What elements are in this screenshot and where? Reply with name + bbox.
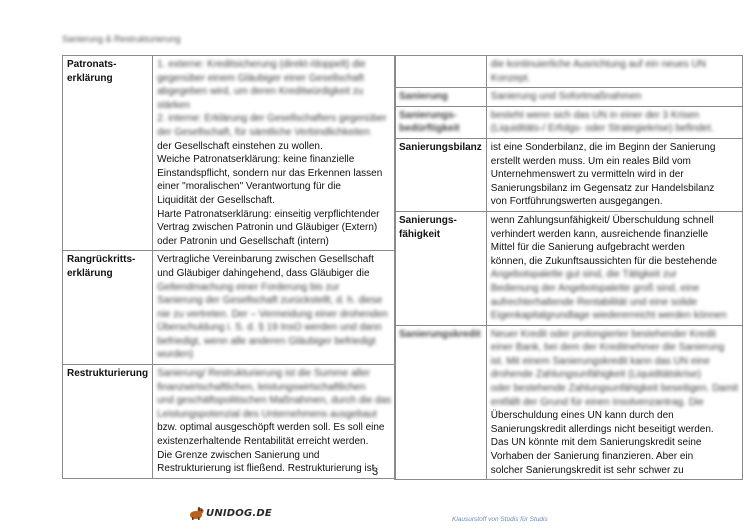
definition-line: Vertrag zwischen Patronin und Gläubiger (Extern) [157,222,378,234]
definition-line: Sanierungskredit allerdings nicht beseitigt werden. [490,423,714,435]
definition-line: ist. Mit einem Sanierungskredit kann das UN eine [490,355,710,367]
definition-line: nie zu vertreten. Der – Vermeidung einer drohenden [157,308,388,320]
definition-line: 1. externe: Kreditsicherung (direkt-/doppelt) die [157,59,366,70]
term-cell: Patronats-erklärung [63,56,153,251]
term-cell: Sanierungs-fähigkeit [395,211,487,325]
definition-line: abgegeben wird, um deren Kreditwürdigkeit zu [157,86,364,98]
definition-line: Sanierung der Gesellschaft zurückstellt, d. h. diese [157,295,383,307]
definition-line: wenn Zahlungsunfähigkeit/ Überschuldung schnell [490,214,714,226]
term-cell: Sanierungs-bedürftigkeit [395,106,487,138]
definition-line: gegenüber einem Gläubiger einer Gesellschaft [157,72,364,84]
term-cell: Rangrückritts-erklärung [63,251,153,365]
definition-line: Neuer Kredit oder prolongierter bestehender Kredit [490,328,716,340]
glossary-row [395,138,743,211]
definition-line: Harte Patronatserklärung: einseitig verpflichtender [157,208,380,220]
definition-line: Weiche Patronatserklärung: keine finanzielle [157,154,355,166]
dog-icon [188,506,204,520]
definition-line: ist eine Sonderbilanz, die im Beginn der Sanierung [490,141,716,153]
definition-line: besteht wenn sich das UN in einer der 3 Krisen [490,109,700,121]
definition-line: Liquidität der Gesellschaft. [157,194,275,206]
definition-line: solcher Sanierungskredit ist sehr schwer zu [490,464,684,476]
definition-line: Angebotspalette gut sind, die Tätigkeit zur [490,269,677,281]
definition-line: von Fortführungswerten ausgegangen. [490,196,663,208]
term-cell: Sanierung [395,88,487,107]
definition-line: einer Bank, bei dem der Kreditnehmer die Sanierung [490,342,725,354]
glossary-row [63,56,396,251]
definition-line: oder bestehende Zahlungsunfähigkeit beseitigen. Damit [490,383,739,395]
definition-line: Leistungspotenzial des Unternehmens ausgebaut [157,408,377,420]
definition-line: und geschäftspolitischen Maßnahmen, durch die das [157,395,392,407]
definition-line: Das UN könnte mit dem Sanierungskredit seine [490,437,702,449]
definition-cell [486,106,742,138]
glossary-row [395,106,743,138]
definition-cell [486,325,742,480]
definition-line: befriedigt, wenn alle anderen Gläubiger befriedigt [157,335,376,347]
definition-line: Vorhaben der Sanierung finanzieren. Aber ein [490,451,694,463]
definition-line: Einstandspflicht, sondern nur das Erkennen lassen [157,167,383,179]
term-cell: Sanierungskredit [395,325,487,480]
definition-line: (Liquiditäts-/ Erfolgs- oder Strategiekrise) befindet. [490,123,714,135]
definition-line: Überschuldung eines UN kann durch den [490,410,674,422]
glossary-row [63,365,396,479]
definition-line: Konzept. [490,72,531,84]
definition-line: und Gläubiger dahingehend, dass Gläubiger die [157,267,370,279]
logo-text: UNIDOG.DE [206,507,272,519]
definition-line: bzw. optimal ausgeschöpft werden soll. Es soll eine [157,422,385,434]
definition-line: Geltendmachung einer Forderung bis zur [157,281,340,293]
definition-line: Sanierung/ Restrukturierung ist die Summe aller [157,368,371,380]
definition-cell [486,88,742,107]
definition-line: der Gesellschaft, für sämtliche Verbindlichkeiten [157,126,371,138]
glossary-table-right [394,55,743,480]
unidog-logo [188,506,272,520]
glossary-row [395,88,743,107]
term-cell: Restrukturierung [63,365,153,479]
running-header: Sanierung & Restrukturierung [62,34,181,44]
glossary-row [395,325,743,480]
definition-cell [153,56,396,251]
definition-line: Restrukturierung ist fließend. Restrukturierung ist [157,463,375,475]
definition-line: aufrechterhaltende Rentabilität und eine solide [490,296,698,308]
term-cell: Sanierungsbilanz [395,138,487,211]
definition-line: entfällt der Grund für einen Insolvenzantrag. Die [490,396,704,408]
definition-line: Die Grenze zwischen Sanierung und [157,449,320,461]
glossary-row [395,56,743,88]
definition-line: Bedienung der Angebotspalette groß sind, eine [490,282,700,294]
definition-line: wurden) [157,349,194,361]
footer-slogan: Klausurstoff von Studis für Studis [452,516,548,523]
definition-line: Überschuldung i. S. d. § 19 InsO werden und dann [157,322,382,334]
definition-cell [486,138,742,211]
definition-line: Unternehmenswert zu vermitteln wird in der [490,169,684,181]
glossary-row [63,251,396,365]
definition-line: stärken [157,99,190,111]
page-number: 3 [371,466,379,478]
definition-line: oder Patronin und Gesellschaft (intern) [157,235,329,247]
glossary-row [395,211,743,325]
definition-line: finanzwirtschaftlichen, leistungswirtschaftlichen [157,381,366,393]
definition-line: Sanierungsbilanz im Gegensatz zur Handelsbilanz [490,182,715,194]
definition-cell [486,211,742,325]
definition-line: einer "moralischen" Verantwortung für die [157,181,341,193]
definition-line: können, die Zukunftsaussichten für die bestehende [490,255,718,267]
definition-line: der Gesellschaft einstehen zu wollen. [157,140,323,152]
definition-line: Mittel für die Sanierung aufgebracht werden [490,242,685,254]
definition-line: existenzerhaltende Rentabilität erreicht werden. [157,436,369,448]
definition-line: die kontinuierliche Ausrichtung auf ein neues UN [490,59,706,70]
definition-cell [153,251,396,365]
definition-line: Vertragliche Vereinbarung zwischen Gesellschaft [157,254,374,266]
definition-line: 2. interne: Erklärung der Gesellschafters gegenüber [157,113,387,125]
definition-line: Sanierung und Sofortmaßnahmen [490,91,642,103]
definition-line: drohende Zahlungsunfähigkeit (Liquiditätskrise) [490,369,701,381]
definition-line: erstellt werden muss. Um ein reales Bild vom [490,155,691,167]
definition-line: verhindert werden kann, ausreichende finanzielle [490,228,709,240]
definition-cell [153,365,396,479]
definition-cell [486,56,742,88]
definition-line: Eigenkapitalgrundlage wiedererreicht werden können [490,310,727,322]
term-cell [395,56,487,88]
glossary-table-left [62,55,396,479]
